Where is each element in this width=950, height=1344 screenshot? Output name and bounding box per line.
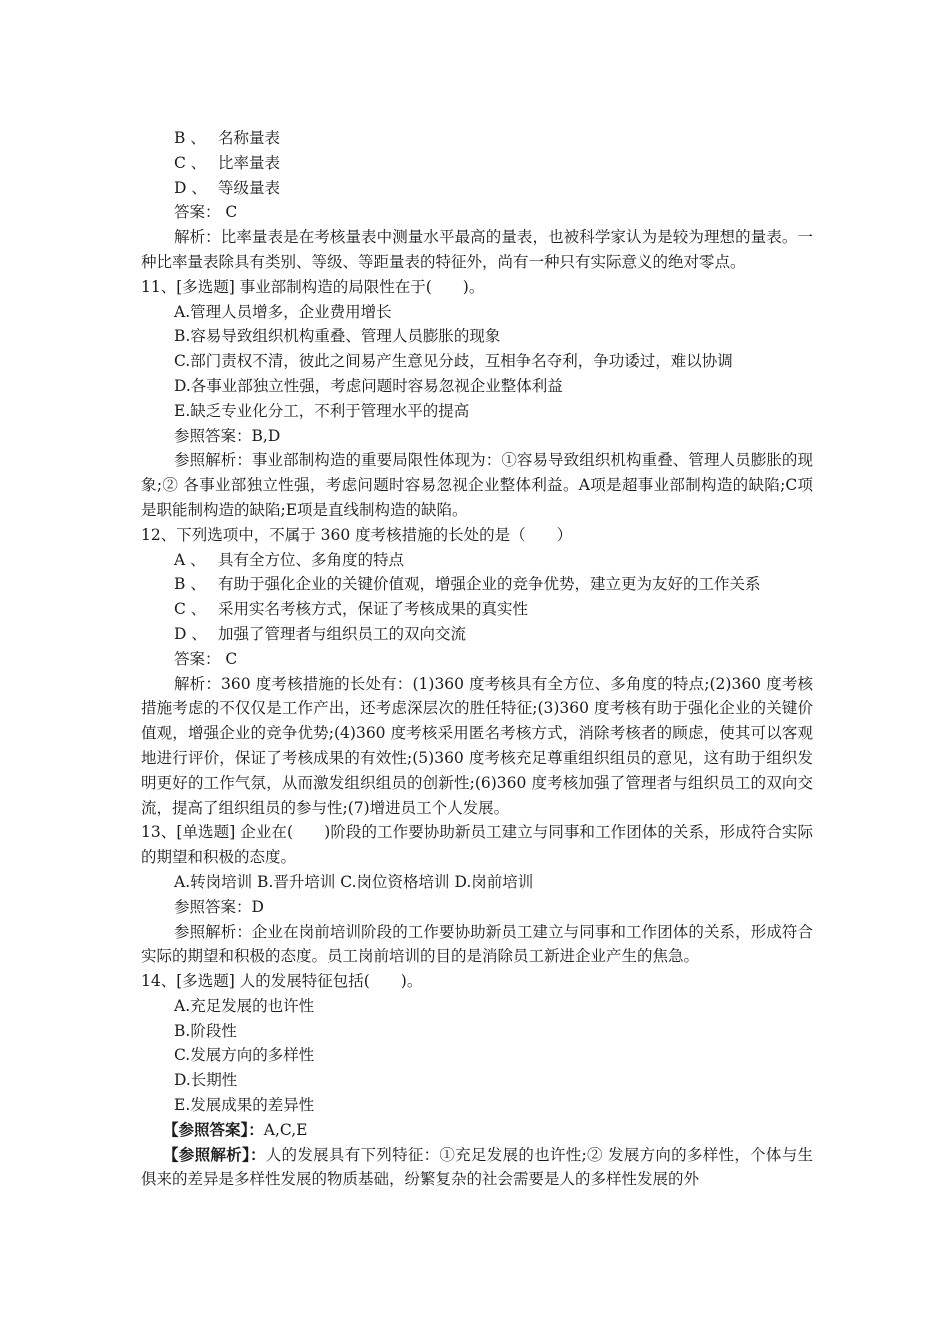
option-b: B.阶段性 bbox=[174, 1021, 237, 1040]
document-page bbox=[141, 126, 813, 1192]
question-11 bbox=[141, 275, 813, 523]
option-d: D 、 等级量表 bbox=[174, 178, 281, 197]
option-a: A.管理人员增多，企业费用增长 bbox=[174, 302, 392, 321]
answer: 参照答案：B,D bbox=[174, 426, 281, 445]
option-a: A 、 具有全方位、多角度的特点 bbox=[174, 550, 405, 569]
question-14 bbox=[141, 969, 813, 1192]
option-c: C 、 比率量表 bbox=[174, 153, 281, 172]
question-stem: 11、[多选题] 事业部制构造的局限性在于( )。 bbox=[141, 277, 485, 296]
question-10 bbox=[141, 126, 813, 275]
option-a: A.充足发展的也许性 bbox=[174, 996, 315, 1015]
option-d: D.长期性 bbox=[174, 1071, 238, 1090]
question-stem: 13、[单选题] 企业在( )阶段的工作要协助新员工建立与同事和工作团体的关系，形成符合实际的期望和积极的态度。 bbox=[141, 823, 813, 867]
option-e: E.缺乏专业化分工，不利于管理水平的提高 bbox=[174, 401, 470, 420]
answer: 【参照答案】：A,C,E bbox=[163, 1119, 308, 1139]
options-row: A.转岗培训 B.晋升培训 C.岗位资格培训 D.岗前培训 bbox=[174, 872, 534, 891]
answer: 参照答案：D bbox=[174, 897, 264, 916]
analysis: 参照解析：事业部制构造的重要局限性体现为：①容易导致组织机构重叠、管理人员膨胀的现象;② 各事业部独立性强，考虑问题时容易忽视企业整体利益。A项是超事业部制构造的缺陷;C项是职能制构造的缺陷;E项是直线制构造的缺陷。 bbox=[141, 451, 813, 519]
answer: 答案： C bbox=[174, 649, 238, 668]
option-e: E.发展成果的差异性 bbox=[174, 1096, 315, 1115]
option-d: D 、 加强了管理者与组织员工的双向交流 bbox=[174, 624, 467, 643]
question-13 bbox=[141, 820, 813, 969]
analysis: 解析：比率量表是在考核量表中测量水平最高的量表，也被科学家认为是较为理想的量表。一种比率量表除具有类别、等级、等距量表的特征外，尚有一种只有实际意义的绝对零点。 bbox=[141, 228, 813, 271]
option-d: D.各事业部独立性强，考虑问题时容易忽视企业整体利益 bbox=[174, 376, 563, 395]
analysis: 参照解析：企业在岗前培训阶段的工作要协助新员工建立与同事和工作团体的关系，形成符合实际的期望和积极的态度。员工岗前培训的目的是消除员工新进企业产生的焦急。 bbox=[141, 922, 813, 966]
option-b: B 、 名称量表 bbox=[174, 129, 281, 147]
question-12 bbox=[141, 523, 813, 821]
analysis: 解析：360 度考核措施的长处有：(1)360 度考核具有全方位、多角度的特点;(2)360 度考核措施考虑的不仅仅是工作产出，还考虑深层次的胜任特征;(3)360 度考核有助于强化企业的关键价值观，增强企业的竞争优势;(4)360 度考核采用匿名考核方式，消除考核者的顾虑，使其可以客观地进行评价，保证了考核成果的有效性;(5)360 度考核充足尊重组织组员的意见，这有助于组织发明更好的工作气氛，从而激发组织组员的创新性;(6)360 度考核加强了管理者与组织员工的双向交流，提高了组织组员的参与性;(7)增进员工个人发展。 bbox=[141, 674, 813, 817]
question-stem: 14、[多选题] 人的发展特征包括( )。 bbox=[141, 972, 423, 991]
question-stem: 12、下列选项中，不属于 360 度考核措施的长处的是（ ） bbox=[141, 525, 573, 544]
answer: 答案： C bbox=[174, 203, 238, 222]
option-c: C 、 采用实名考核方式，保证了考核成果的真实性 bbox=[174, 600, 529, 619]
option-c: C.部门责权不清，彼此之间易产生意见分歧，互相争名夺利，争功诿过，难以协调 bbox=[174, 352, 733, 371]
option-c: C.发展方向的多样性 bbox=[174, 1046, 315, 1065]
analysis: 【参照解析】：人的发展具有下列特征：①充足发展的也许性;② 发展方向的多样性，个体与生俱来的差异是多样性发展的物质基础，纷繁复杂的社会需要是人的多样性发展的外 bbox=[141, 1144, 813, 1189]
option-b: B 、 有助于强化企业的关键价值观，增强企业的竞争优势，建立更为友好的工作关系 bbox=[174, 575, 761, 594]
option-b: B.容易导致组织机构重叠、管理人员膨胀的现象 bbox=[174, 327, 501, 346]
